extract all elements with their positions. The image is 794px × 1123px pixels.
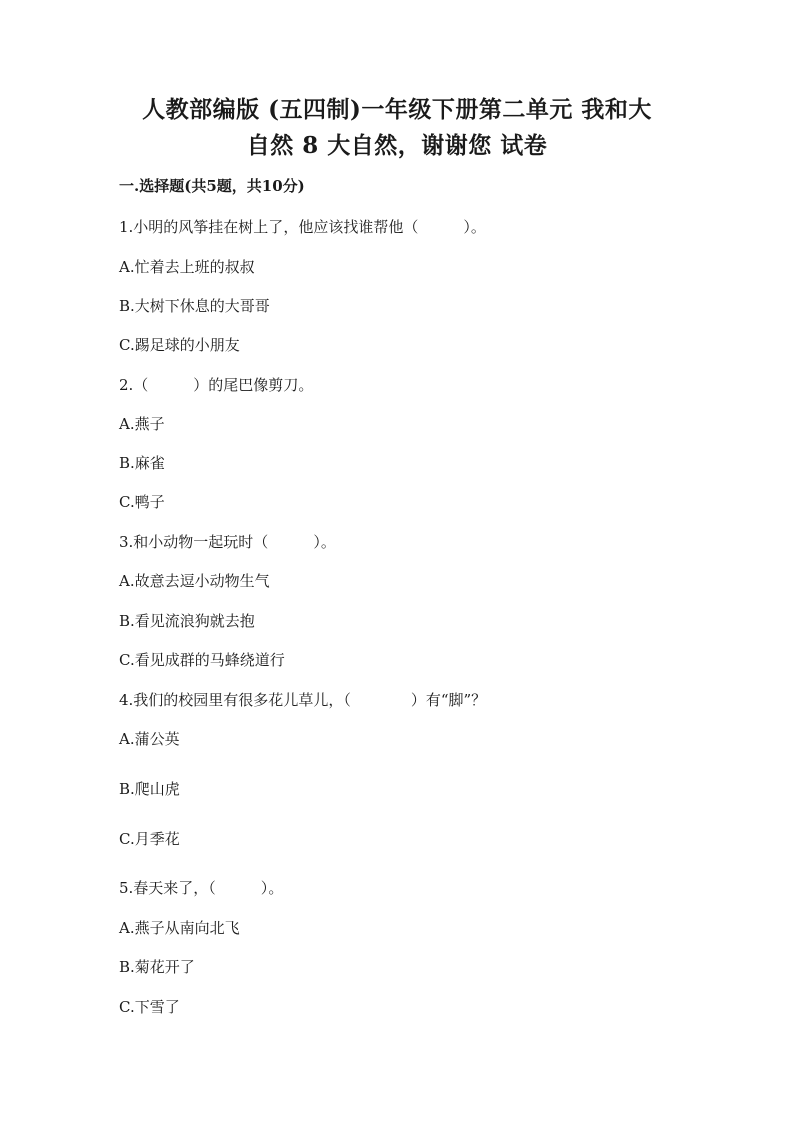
question-1-option-a: A.忙着去上班的叔叔	[119, 258, 255, 276]
question-4-option-c: C.月季花	[119, 830, 180, 848]
title-line-1: 人教部编版 (五四制)一年级下册第二单元 我和大	[142, 96, 652, 123]
question-3-option-c: C.看见成群的马蜂绕道行	[119, 651, 285, 669]
question-4-option-a: A.蒲公英	[119, 730, 180, 748]
question-3-stem: 3.和小动物一起玩时（ ）。	[119, 533, 336, 551]
question-5-stem: 5.春天来了，（ ）。	[119, 879, 284, 897]
question-1-option-b: B.大树下休息的大哥哥	[119, 297, 270, 315]
question-3-option-b: B.看见流浪狗就去抱	[119, 612, 255, 630]
question-1-option-c: C.踢足球的小朋友	[119, 336, 240, 354]
page-title	[100, 92, 694, 164]
question-4-stem: 4.我们的校园里有很多花儿草儿，（ ）有“脚”？	[119, 691, 487, 709]
question-2-option-c: C.鸭子	[119, 493, 165, 511]
question-2-stem: 2.（ ）的尾巴像剪刀。	[119, 376, 314, 394]
question-5-option-b: B.菊花开了	[119, 958, 195, 976]
question-5-option-c: C.下雪了	[119, 998, 180, 1016]
question-2-option-a: A.燕子	[119, 415, 165, 433]
question-4-option-b: B.爬山虎	[119, 780, 180, 798]
section-heading: 一.选择题(共5题，共10分)	[119, 177, 305, 195]
question-2-option-b: B.麻雀	[119, 454, 165, 472]
question-5-option-a: A.燕子从南向北飞	[119, 919, 240, 937]
question-3-option-a: A.故意去逗小动物生气	[119, 572, 270, 590]
question-1-stem: 1.小明的风筝挂在树上了，他应该找谁帮他（ ）。	[119, 218, 486, 236]
title-line-2: 自然 8 大自然，谢谢您 试卷	[246, 132, 548, 159]
